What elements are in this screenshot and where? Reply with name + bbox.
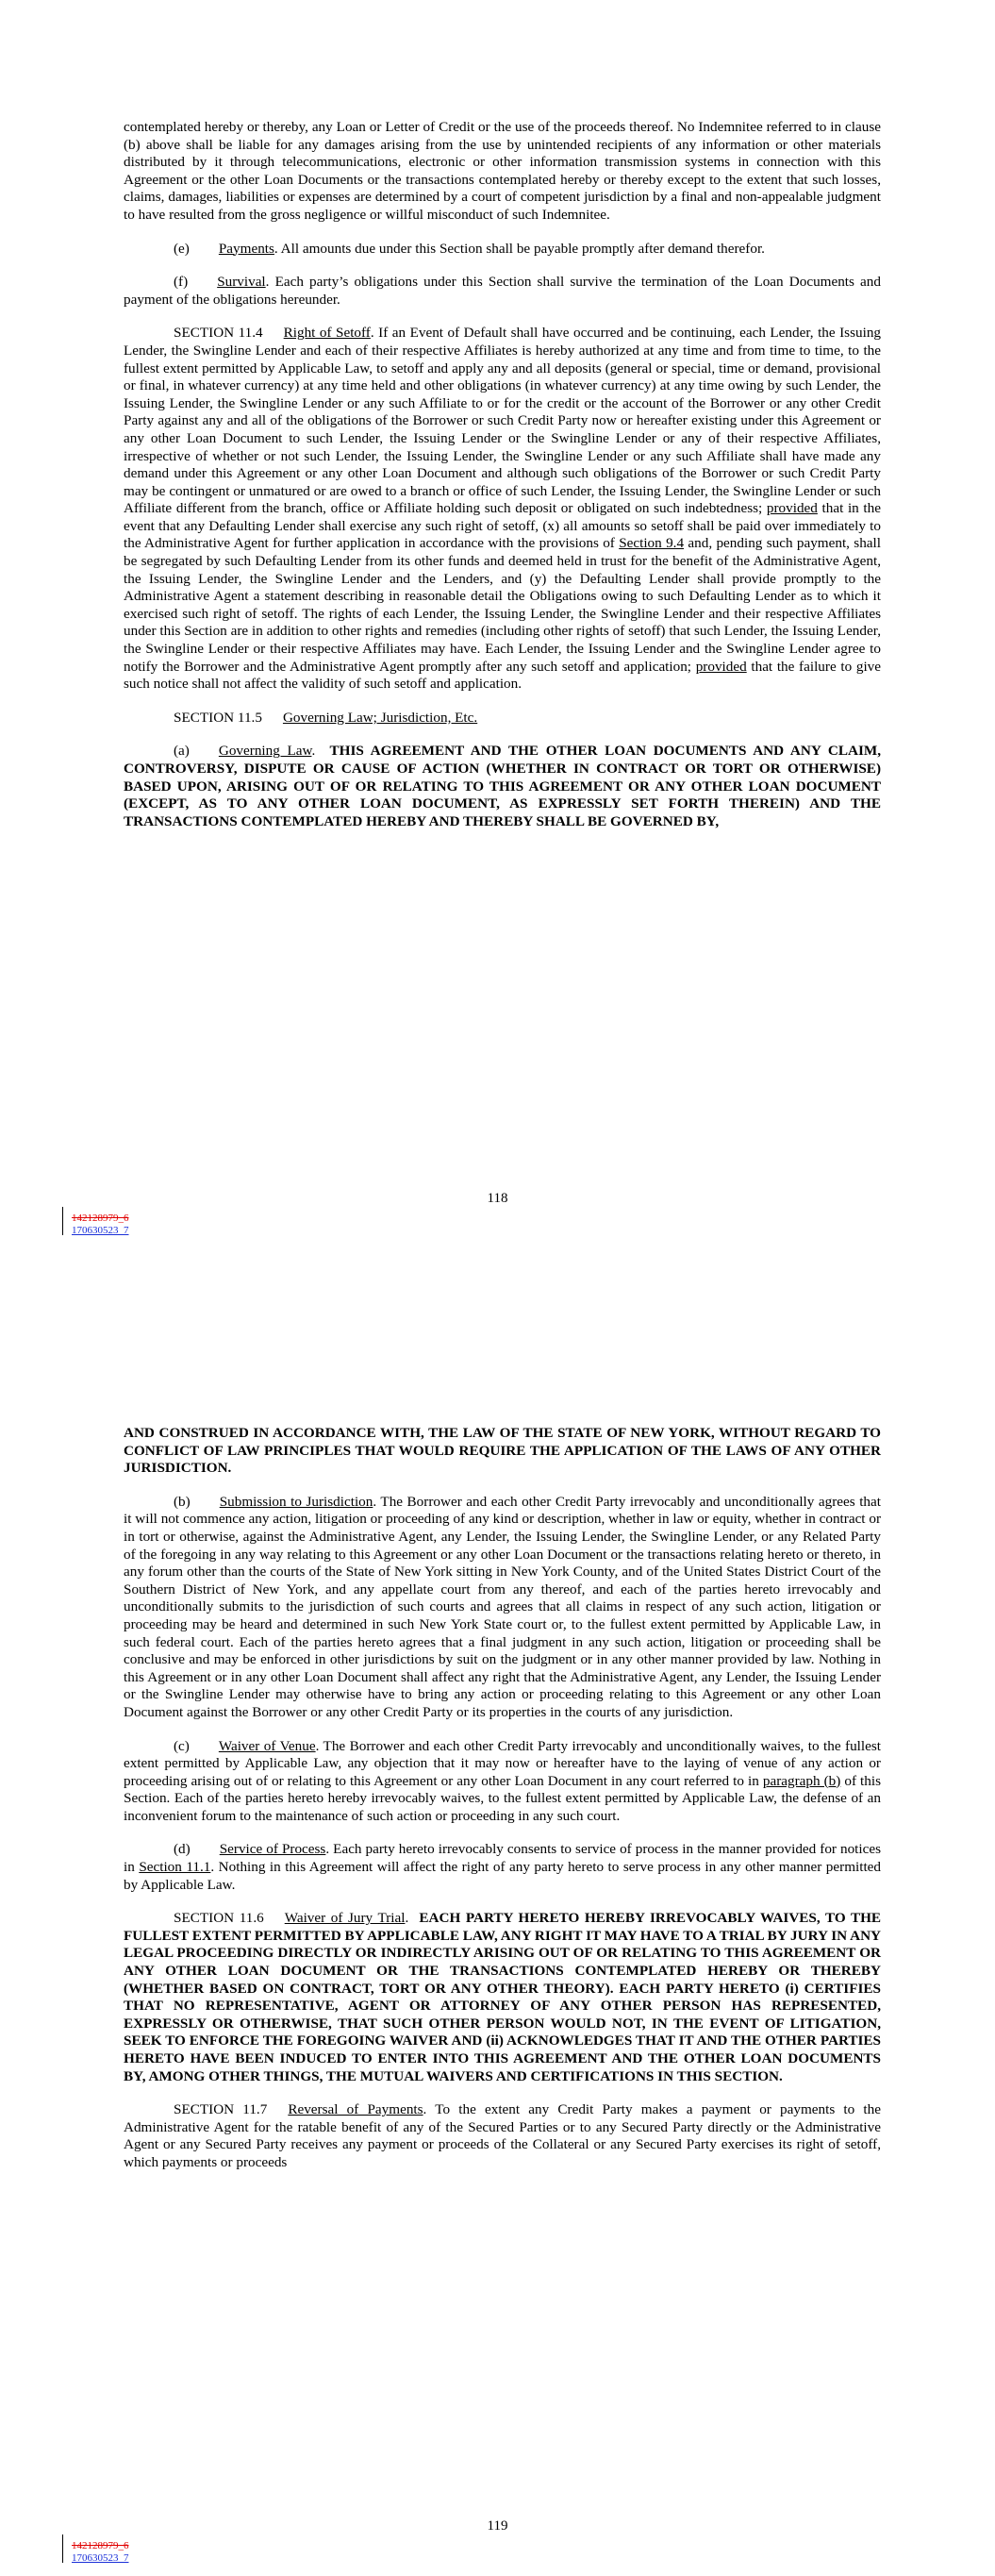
heading-waiver-of-jury-trial: Waiver of Jury Trial xyxy=(284,1910,406,1927)
doc-id-deleted: 142128979_6 xyxy=(72,2540,129,2551)
section-11-4: SECTION 11.4 Right of Setoff. If an Event of Default shall have occurred and be continuing, each Lender, the Issuing Lender, the Swingline Lender and each of their respective Affiliates is hereby authorized at any time and from time to time, to the fullest extent permitted by Applicable Law, to setoff and apply any and all deposits (general or special, time or demand, provisional or final, in whatever currency) at any time held and other obligations (in whatever currency) at any time owing by such Lender, the Issuing Lender, the Swingline Lender or any such Affiliate to or for the credit or the account of the Borrower or any other Credit Party against any and all of the obligations of the Borrower or such Credit Party now or hereafter existing under this Agreement or any other Loan Document to such Lender, the Issuing Lender or the Swingline Lender or any of their respective Affiliates, irrespective of whether or not such Lender, the Issuing Lender, the Swingline Lender or any such Affiliate shall have made any demand under this Agreement or any other Loan Document and although such obligations of the Borrower or such Credit Party may be contingent or unmatured or are owed to a branch or office of such Lender, the Issuing Lender, the Swingline Lender or such Affiliate different from the branch, office or Affiliate holding such deposit or obligated on such indebtedness; provided that in the event that any Defaulting Lender shall exercise any such right of setoff, (x) all amounts so setoff shall be paid over immediately to the Administrative Agent for further application in accordance with the provisions of Section 9.4 and, pending such payment, shall be segregated by such Defaulting Lender from its other funds and deemed held in trust for the benefit of the Administrative Agent, the Issuing Lender, the Swingline Lender and the Lenders, and (y) the Defaulting Lender shall provide promptly to the Administrative Agent a statement describing in reasonable detail the Obligations owing to such Defaulting Lender as to which it exercised such right of setoff. The rights of each Lender, the Issuing Lender, the Swingline Lender and their respective Affiliates under this Section are in addition to other rights and remedies (including other rights of setoff) that such Lender, the Issuing Lender, the Swingline Lender or their respective Affiliates may have. Each Lender, the Issuing Lender and the Swingline Lender agree to notify the Borrower and the Administrative Agent promptly after any such setoff and application; provided that the failure to give such notice shall not affect the validity of such setoff and application. xyxy=(124,325,882,693)
page-118 xyxy=(0,0,995,1264)
cross-ref-section-9-4: Section 9.4 xyxy=(619,535,685,552)
heading-right-of-setoff: Right of Setoff xyxy=(283,325,371,342)
page-body xyxy=(124,119,881,846)
heading-reversal-of-payments: Reversal of Payments xyxy=(288,2101,423,2118)
heading-governing-law-jurisdiction: Governing Law; Jurisdiction, Etc. xyxy=(282,709,478,726)
section-11-7: SECTION 11.7 Reversal of Payments. To the extent any Credit Party makes a payment or payments to the Administrative Agent for the ratable benefit of any of the Secured Parties or to any Secured Party directly or the Administrative Agent or any Secured Party receives any payment or proceeds of the Collateral or any Secured Party exercises its right of setoff, which payments or proceeds xyxy=(124,2101,881,2170)
heading-waiver-of-venue: Waiver of Venue xyxy=(218,1737,316,1754)
page-number: 119 xyxy=(487,2518,508,2534)
paragraph-11-5-c: (c) Waiver of Venue. The Borrower and each other Credit Party irrevocably and unconditionally waives, to the fullest extent permitted by Applicable Law, any objection that it may now or hereafter have to the laying of venue of any action or proceeding arising out of or relating to this Agreement or any other Loan Document in any court referred to in paragraph (b) of this Section. Each of the parties hereto hereby irrevocably waives, to the fullest extent permitted by Applicable Law, the defense of an inconvenient forum to the maintenance of such action or proceeding in any such court. xyxy=(124,1737,881,1824)
heading-survival: Survival xyxy=(217,274,266,291)
cross-ref-section-11-1: Section 11.1 xyxy=(139,1859,211,1876)
paragraph-11-5-a: (a) Governing Law. THIS AGREEMENT AND THE OTHER LOAN DOCUMENTS AND ANY CLAIM, CONTROVERSY, DISPUTE OR CAUSE OF ACTION (WHETHER IN CONTRACT OR TORT OR OTHERWISE) BASED UPON, ARISING OUT OF OR RELATING TO THIS AGREEMENT OR ANY OTHER LOAN DOCUMENT (EXCEPT, AS TO ANY OTHER LOAN DOCUMENT, AS EXPRESSLY SET FORTH THEREIN) AND THE TRANSACTIONS CONTEMPLATED HEREBY AND THEREBY SHALL BE GOVERNED BY, xyxy=(124,743,881,829)
doc-id-footer xyxy=(66,1213,129,1237)
paragraph-11-3-e: (e) Payments. All amounts due under this Section shall be payable promptly after demand therefor. xyxy=(174,240,765,257)
section-11-6: SECTION 11.6 Waiver of Jury Trial. EACH PARTY HERETO HEREBY IRREVOCABLY WAIVES, TO THE FULLEST EXTENT PERMITTED BY APPLICABLE LAW, ANY RIGHT IT MAY HAVE TO A TRIAL BY JURY IN ANY LEGAL PROCEEDING DIRECTLY OR INDIRECTLY ARISING OUT OF OR RELATING TO THIS AGREEMENT OR ANY OTHER LOAN DOCUMENT OR THE TRANSACTIONS CONTEMPLATED HEREBY OR THEREBY (WHETHER BASED ON CONTRACT, TORT OR ANY OTHER THEORY). EACH PARTY HERETO (i) CERTIFIES THAT NO REPRESENTATIVE, AGENT OR ATTORNEY OF ANY OTHER PERSON HAS REPRESENTED, EXPRESSLY OR OTHERWISE, THAT SUCH OTHER PERSON WOULD NOT, IN THE EVENT OF LITIGATION, SEEK TO ENFORCE THE FOREGOING WAIVER AND (ii) ACKNOWLEDGES THAT IT AND THE OTHER PARTIES HERETO HAVE BEEN INDUCED TO ENTER INTO THIS AGREEMENT AND THE OTHER LOAN DOCUMENTS BY, AMONG OTHER THINGS, THE MUTUAL WAIVERS AND CERTIFICATIONS IN THIS SECTION. xyxy=(124,1910,882,2084)
page-number: 118 xyxy=(487,1191,508,1206)
heading-payments: Payments xyxy=(218,240,274,257)
doc-id-deleted: 142128979_6 xyxy=(72,1213,129,1224)
heading-service-of-process: Service of Process xyxy=(219,1841,326,1858)
change-bar xyxy=(62,1207,63,1235)
paragraph-11-3-f: (f) Survival. Each party’s obligations under this Section shall survive the termination of the Loan Documents and payment of the obligations hereunder. xyxy=(124,274,881,308)
cross-ref-paragraph-b: paragraph (b) xyxy=(762,1772,841,1789)
paragraph-11-5-a-continued: AND CONSTRUED IN ACCORDANCE WITH, THE LAW OF THE STATE OF NEW YORK, WITHOUT REGARD TO CONFLICT OF LAW PRINCIPLES THAT WOULD REQUIRE THE APPLICATION OF THE LAWS OF ANY OTHER JURISDICTION. xyxy=(124,1425,881,1477)
doc-id-inserted: 170630523_7 xyxy=(72,2552,129,2564)
heading-governing-law: Governing Law xyxy=(218,743,312,760)
paragraph-11-5-b: (b) Submission to Jurisdiction. The Borrower and each other Credit Party irrevocably and unconditionally agrees that it will not commence any action, litigation or proceeding of any kind or description, whether in law or equity, whether in contract or in tort or otherwise, against the Administrative Agent, any Lender, the Issuing Lender, the Swingline Lender, or any Related Party of the foregoing in any way relating to this Agreement or any other Loan Document or the transactions relating hereto or thereto, in any forum other than the courts of the State of New York sitting in New York County, and of the United States District Court of the Southern District of New York, and any appellate court from any thereof, and each of the parties hereto irrevocably and unconditionally submits to the jurisdiction of such courts and agrees that all claims in respect of any such action, litigation or proceeding may be heard and determined in such New York State court or, to the fullest extent permitted by Applicable Law, in such federal court. Each of the parties hereto agrees that a final judgment in any such action, litigation or proceeding shall be conclusive and may be enforced in other jurisdictions by suit on the judgment or in any other manner provided by law. Nothing in this Agreement or in any other Loan Document shall affect any right that the Administrative Agent, any Lender, the Issuing Lender or the Swingline Lender may otherwise have to bring any action or proceeding relating to this Agreement or any other Loan Document against the Borrower or any other Credit Party or its properties in the courts of any jurisdiction. xyxy=(124,1493,881,1720)
page-119 xyxy=(0,1264,995,2576)
heading-submission-to-jurisdiction: Submission to Jurisdiction xyxy=(219,1493,373,1510)
section-11-5-heading: SECTION 11.5 Governing Law; Jurisdiction, Etc. xyxy=(174,709,478,726)
page-body xyxy=(124,1425,881,2188)
change-bar xyxy=(62,2534,63,2563)
doc-id-footer xyxy=(66,2540,129,2565)
paragraph-indemnity-continued: contemplated hereby or thereby, any Loan or Letter of Credit or the use of the proceeds thereof. No Indemnitee referred to in clause (b) above shall be liable for any damages arising from the use by unintended recipients of any information or other materials distributed by it through telecommunications, electronic or other information transmission systems in connection with this Agreement or the other Loan Documents or the transactions contemplated hereby or thereby except to the extent that such losses, claims, damages, liabilities or expenses are determined by a court of competent jurisdiction by a final and non-appealable judgment to have resulted from the gross negligence or willful misconduct of such Indemnitee. xyxy=(124,119,881,223)
doc-id-inserted: 170630523_7 xyxy=(72,1225,129,1236)
paragraph-11-5-d: (d) Service of Process. Each party hereto irrevocably consents to service of process in the manner provided for notices in Section 11.1. Nothing in this Agreement will affect the right of any party hereto to serve process in any other manner permitted by Applicable Law. xyxy=(124,1841,882,1893)
